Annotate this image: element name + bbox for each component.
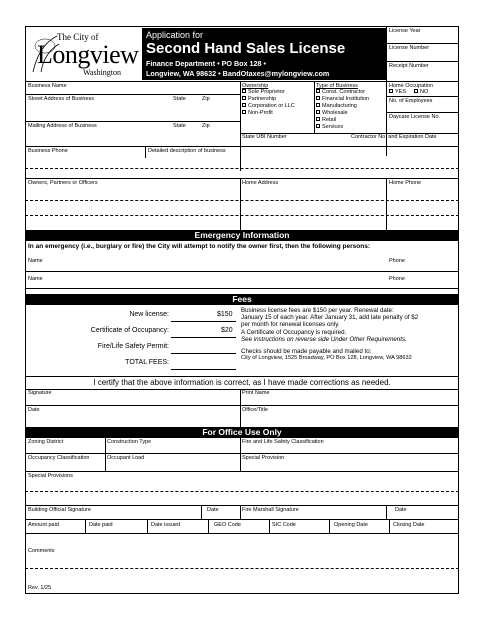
business-name-label: Business Name (28, 83, 67, 89)
fire-marshall-label: Fire Marshall Signature (242, 507, 299, 513)
license-year-label: License Year (389, 28, 421, 34)
license-number-label: License Number (389, 45, 430, 51)
checkbox[interactable] (316, 103, 320, 107)
fee-note-3: per month for renewal licenses only. (241, 321, 340, 329)
signature-label: Signature (28, 390, 52, 396)
contractor-no-label: Contractor No. and Expiration Date (351, 134, 437, 140)
mail-state-label: State (173, 123, 186, 129)
ownership-option-3[interactable]: Non-Profit (242, 110, 273, 116)
home-occupation-label: Home Occupation (389, 83, 434, 89)
emergency-phone-2: Phone (389, 276, 405, 282)
comments-label: Comments (28, 548, 55, 554)
num-employees-label: No. of Employees (389, 98, 433, 104)
checkbox[interactable] (414, 89, 418, 93)
owners-label: Owners, Partners or Officers (28, 180, 98, 186)
zip-label: Zip (202, 96, 210, 102)
type-of-business-label: Type of Business (316, 83, 358, 89)
cert-occupancy-amount: $20 (221, 327, 233, 334)
fee-note-5: See instructions on reverse side Under Other Requirements. (241, 335, 407, 343)
fire-permit-label: Fire/Life Safety Permit: (97, 343, 169, 350)
occupant-load-label: Occupant Load (107, 455, 145, 461)
amount-paid-label: Amount paid (28, 522, 59, 528)
type-option-1[interactable]: Financial Institution (316, 96, 369, 102)
type-option-4[interactable]: Retail (316, 117, 336, 123)
revision-label: Rev. 1/25 (28, 585, 52, 591)
checkbox[interactable] (242, 96, 246, 100)
certify-statement: I certify that the above information is correct, as I have made corrections as needed. (93, 378, 391, 387)
checkbox[interactable] (316, 96, 320, 100)
city-logo (27, 28, 137, 80)
office-use-heading: For Office Use Only (25, 427, 459, 438)
payable-note: Checks should be made payable and mailed to: (241, 348, 372, 356)
construction-type-label: Construction Type (107, 439, 152, 445)
fee-note-4: A Certificate of Occupancy is required. (241, 328, 347, 336)
closing-date-label: Closing Date (393, 522, 425, 528)
checkbox[interactable] (316, 117, 320, 121)
special-provision-label: Special Provision (242, 455, 285, 461)
dept-line: Finance Department • PO Box 128 • (146, 59, 267, 68)
receipt-number-label: Receipt Number (389, 63, 429, 69)
fire-class-label: Fire and Life Safety Classification (242, 439, 324, 445)
state-ubi-label: State UBI Number (242, 134, 287, 140)
ownership-label: Ownership (242, 83, 269, 89)
emergency-name-1: Name (28, 258, 43, 264)
cert-occupancy-label: Certificate of Occupancy: (90, 327, 169, 334)
ownership-option-1[interactable]: Partnership (242, 96, 276, 102)
building-date-label: Date (207, 507, 219, 513)
emergency-phone-1: Phone (389, 258, 405, 264)
payable-address: City of Longview, 1525 Broadway, PO Box 128, Longview, WA 98632 (241, 355, 412, 362)
new-license-label: New license: (129, 311, 169, 318)
geo-code-label: GEO Code (214, 522, 241, 528)
emergency-name-2: Name (28, 276, 43, 282)
logo-the-city-of: The City of (57, 32, 99, 42)
home-occupation-yes[interactable]: YES (389, 89, 406, 95)
logo-washington: Washington (83, 68, 122, 77)
print-name-label: Print Name (242, 390, 270, 396)
emergency-instruction: In an emergency (i.e., burglary or fire) the City will attempt to notify the owner first, then the following persons: (28, 243, 371, 250)
fee-notes (241, 307, 418, 362)
zoning-label: Zoning District (28, 439, 64, 445)
checkbox[interactable] (242, 103, 246, 107)
ownership-option-0[interactable]: Sole Proprietor (242, 89, 285, 95)
checkbox[interactable] (242, 89, 246, 93)
building-sig-label: Building Official Signature (28, 507, 91, 513)
fees-heading: Fees (25, 294, 459, 305)
state-label: State (173, 96, 186, 102)
checkbox[interactable] (389, 89, 393, 93)
new-license-amount: $150 (217, 311, 233, 318)
fee-note-2: January 15 of each year. After January 31, add late penalty of $2 (241, 314, 419, 322)
date-paid-label: Date paid (89, 522, 113, 528)
description-label: Detailed description of business (148, 148, 226, 154)
opening-date-label: Opening Date (334, 522, 368, 528)
street-address-label: Street Address of Business (28, 96, 95, 102)
date-label: Date (28, 407, 40, 413)
type-option-5[interactable]: Services (316, 124, 343, 130)
application-for: Application for (146, 30, 204, 40)
mailing-address-label: Mailing Address of Business (28, 123, 97, 129)
date-issued-label: Date issued (151, 522, 181, 528)
special-provisions-label: Special Provisions (28, 473, 73, 479)
type-option-3[interactable]: Wholesale (316, 110, 348, 116)
emergency-heading: Emergency Information (25, 230, 459, 241)
form-title: Second Hand Sales License (146, 40, 346, 57)
type-option-0[interactable]: Const. Contractor (316, 89, 365, 95)
application-form (25, 26, 459, 594)
ownership-option-2[interactable]: Corporation or LLC (242, 103, 295, 109)
office-title-label: Office/Title (242, 407, 268, 413)
sic-code-label: SIC Code (272, 522, 296, 528)
mail-zip-label: Zip (202, 123, 210, 129)
header-banner (142, 28, 386, 80)
fire-date-label: Date (395, 507, 407, 513)
home-occupation-no[interactable]: NO (414, 89, 428, 95)
total-fees-label: TOTAL FEES: (125, 359, 169, 366)
daycare-license-label: Daycare License No. (389, 114, 441, 120)
business-phone-label: Business Phone (28, 148, 68, 154)
home-address-label: Home Address (242, 180, 279, 186)
type-option-2[interactable]: Manufacturing (316, 103, 357, 109)
checkbox[interactable] (316, 124, 320, 128)
checkbox[interactable] (316, 89, 320, 93)
fee-note-1: Business license fees are $150 per year. Renewal date: (241, 307, 394, 314)
checkbox[interactable] (316, 110, 320, 114)
logo-longview: Longview (37, 40, 139, 69)
occupancy-class-label: Occupancy Classification (28, 455, 90, 461)
home-phone-label: Home Phone (389, 180, 422, 186)
checkbox[interactable] (242, 110, 246, 114)
address-line: Longview, WA 98632 • BandOtaxes@mylongview.com (146, 69, 330, 78)
